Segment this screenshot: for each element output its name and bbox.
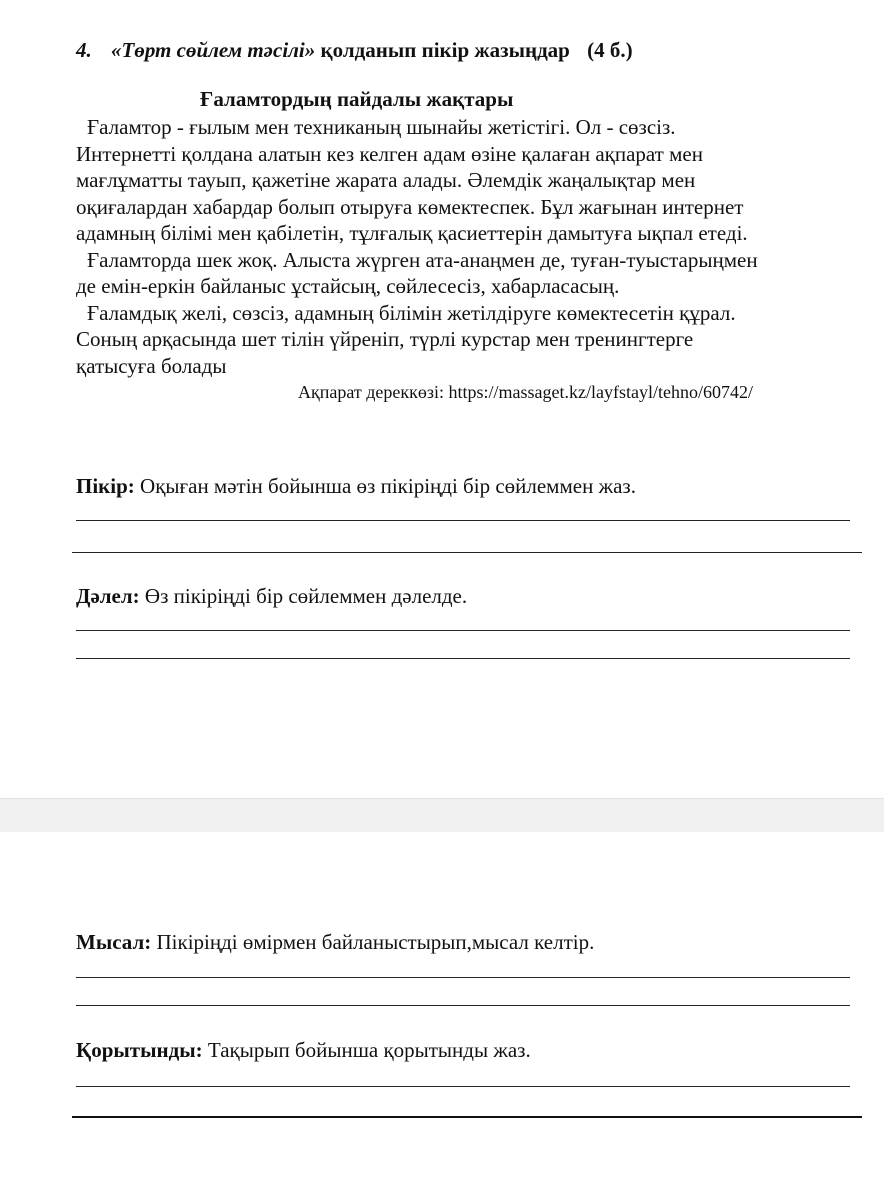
task-method: «Төрт сөйлем тәсілі» xyxy=(111,38,316,62)
example-answer-line-1[interactable] xyxy=(76,977,850,978)
example-label: Мысал: xyxy=(76,930,152,954)
opinion-answer-line-2[interactable] xyxy=(72,552,862,553)
article-line: де емін-еркін байланыс ұстайсың, сөйлесесіз, хабарласасың. xyxy=(76,274,620,298)
opinion-label: Пікір: xyxy=(76,474,135,498)
worksheet-page-2 xyxy=(0,832,884,1192)
article-line: Соның арқасында шет тілін үйреніп, түрлі курстар мен тренингтерге xyxy=(76,327,694,351)
argument-answer-line-2[interactable] xyxy=(76,658,850,659)
argument-answer-line-1[interactable] xyxy=(76,630,850,631)
conclusion-answer-line-1[interactable] xyxy=(76,1086,850,1087)
conclusion-text: Тақырып бойынша қорытынды жаз. xyxy=(207,1038,531,1062)
article-line: Ғаламторда шек жоқ. Алыста жүрген ата-анаңмен де, туған-туыстарыңмен xyxy=(87,247,758,272)
task-title xyxy=(76,38,633,63)
example-text: Пікіріңді өмірмен байланыстырып,мысал келтір. xyxy=(156,930,595,954)
example-prompt xyxy=(76,930,594,955)
page-separator xyxy=(0,798,884,833)
article-line: Ғаламдық желі, сөзсіз, адамның білімін жетілдіруге көмектесетін құрал. xyxy=(87,300,736,325)
opinion-text: Оқыған мәтін бойынша өз пікіріңді бір сөйлеммен жаз. xyxy=(140,474,636,498)
opinion-answer-line-1[interactable] xyxy=(76,520,850,521)
article-body xyxy=(76,114,866,379)
article-line: оқиғалардан хабардар болып отыруға көмектеспек. Бұл жағынан интернет xyxy=(76,194,744,219)
article-line: Ғаламтор - ғылым мен техниканың шынайы жетістігі. Ол - сөзсіз. xyxy=(87,115,676,139)
conclusion-answer-line-2[interactable] xyxy=(72,1116,862,1118)
article-line: адамның білімі мен қабілетін, тұлғалық қасиеттерін дамытуға ықпал етеді. xyxy=(76,221,748,245)
argument-text: Өз пікіріңді бір сөйлеммен дәлелде. xyxy=(144,584,468,608)
article-line: Интернетті қолдана алатын кез келген адам өзіне қалаған ақпарат мен xyxy=(76,141,703,166)
conclusion-label: Қорытынды: xyxy=(76,1038,203,1062)
article-line: қатысуға болады xyxy=(76,353,227,378)
argument-label: Дәлел: xyxy=(76,584,140,608)
article-heading: Ғаламтордың пайдалы жақтары xyxy=(200,87,514,111)
task-instruction: қолданып пікір жазыңдар xyxy=(320,38,570,62)
article-line: мағлұматты тауып, қажетіне жарата алады. Әлемдік жаңалықтар мен xyxy=(76,168,696,192)
opinion-prompt xyxy=(76,474,636,499)
example-answer-line-2[interactable] xyxy=(76,1005,850,1006)
task-number: 4. xyxy=(76,38,92,62)
task-points: (4 б.) xyxy=(587,38,633,62)
source-citation: Ақпарат дереккөзі: https://massaget.kz/layfstayl/tehno/60742/ xyxy=(298,382,753,402)
argument-prompt xyxy=(76,584,467,609)
conclusion-prompt xyxy=(76,1038,531,1063)
